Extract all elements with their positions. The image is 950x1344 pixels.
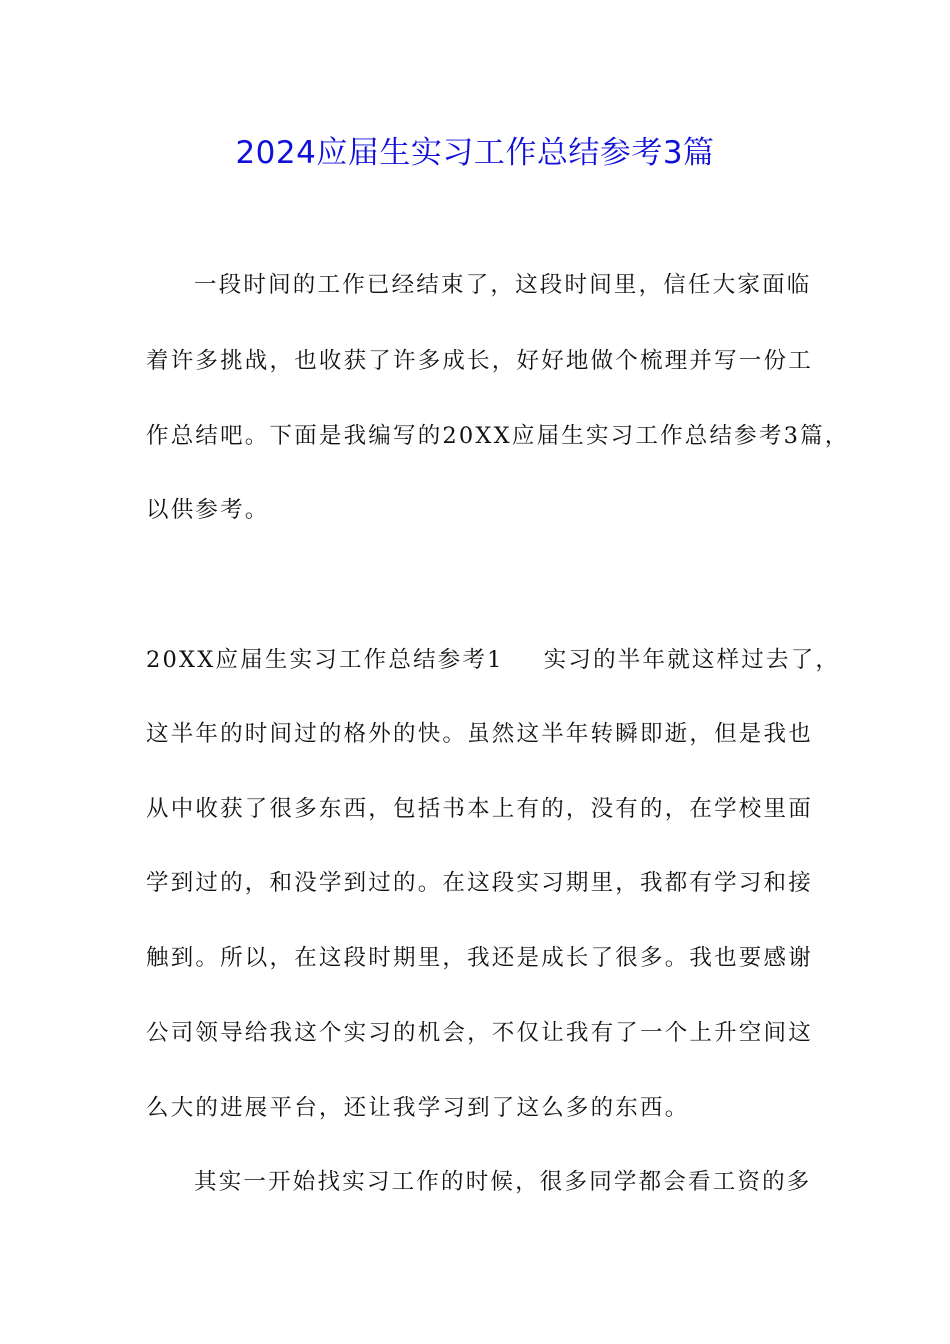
section1-heading: 20XX应届生实习工作总结参考1	[146, 647, 504, 673]
section1-line-5: 触到。所以，在这段时期里，我还是成长了很多。我也要感谢	[146, 945, 813, 971]
intro-line-2: 着许多挑战，也收获了许多成长，好好地做个梳理并写一份工	[146, 348, 813, 374]
section1-line-3: 从中收获了很多东西，包括书本上有的，没有的，在学校里面	[146, 796, 813, 822]
paragraph2-line-1: 其实一开始找实习工作的时候，很多同学都会看工资的多	[194, 1169, 812, 1195]
section1-line-2: 这半年的时间过的格外的快。虽然这半年转瞬即逝，但是我也	[146, 721, 813, 747]
section1-first-line	[146, 640, 840, 680]
section1-line-6: 公司领导给我这个实习的机会，不仅让我有了一个上升空间这	[146, 1020, 813, 1046]
document-title: 2024应届生实习工作总结参考3篇	[235, 135, 715, 171]
intro-line-3: 作总结吧。下面是我编写的20XX应届生实习工作总结参考3篇，	[146, 423, 850, 449]
section1-first-line-text: 实习的半年就这样过去了，	[543, 647, 841, 673]
intro-line-4: 以供参考。	[146, 497, 270, 523]
section1-line-7: 么大的进展平台，还让我学习到了这么多的东西。	[146, 1095, 690, 1121]
section1-line-4: 学到过的，和没学到过的。在这段实习期里，我都有学习和接	[146, 870, 813, 896]
intro-line-1: 一段时间的工作已经结束了，这段时间里，信任大家面临	[194, 272, 812, 298]
